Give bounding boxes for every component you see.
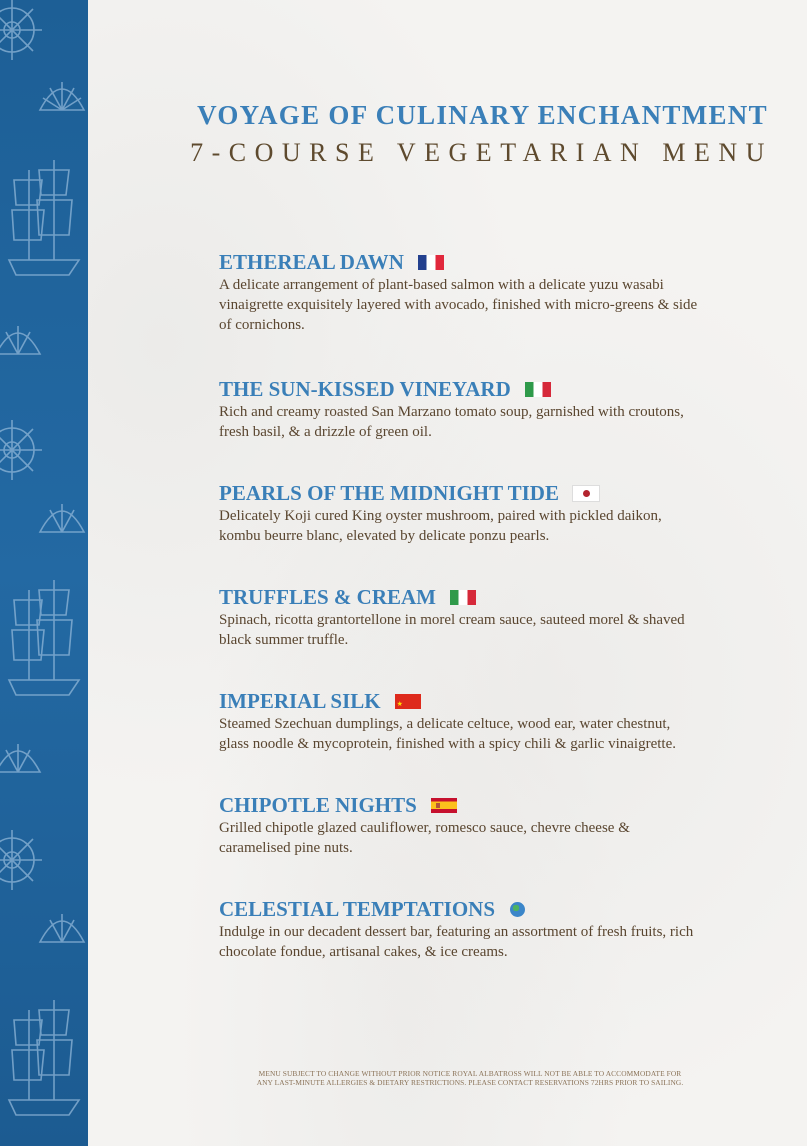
- course-item: [219, 897, 699, 962]
- globe-icon: [510, 902, 525, 917]
- ship-wheel-icon: [0, 0, 42, 60]
- course-item: [219, 793, 699, 858]
- japan-flag-icon: [572, 485, 600, 502]
- course-name: TRUFFLES & CREAM: [219, 585, 437, 609]
- sailing-ship-icon: [9, 160, 79, 275]
- course-list: [219, 250, 699, 962]
- seashell-icon: [40, 504, 84, 532]
- france-flag-icon: [418, 255, 444, 270]
- course-description: Spinach, ricotta grantortellone in morel cream sauce, sauteed morel & shaved black summer truffle.: [219, 612, 685, 648]
- disclaimer-line: MENU SUBJECT TO CHANGE WITHOUT PRIOR NOTICE ROYAL ALBATROSS WILL NOT BE ABLE TO ACCOMMODATE FOR: [258, 1069, 682, 1078]
- italy-flag-icon: [525, 382, 551, 397]
- ship-wheel-icon: [0, 420, 42, 480]
- italy-flag-icon: [450, 590, 476, 605]
- course-item: [219, 377, 699, 442]
- course-name: CELESTIAL TEMPTATIONS: [219, 897, 496, 921]
- sailing-ship-icon: [9, 1000, 79, 1115]
- sailing-ship-icon: [9, 580, 79, 695]
- course-item: [219, 689, 699, 754]
- seashell-icon: [0, 744, 40, 772]
- menu-subtitle: 7-COURSE VEGETARIAN MENU: [190, 138, 773, 167]
- course-name: THE SUN-KISSED VINEYARD: [219, 377, 511, 401]
- course-description: Delicately Koji cured King oyster mushroom, paired with pickled daikon, kombu beurre blanc, elevated by delicate ponzu pearls.: [219, 508, 662, 544]
- course-name: CHIPOTLE NIGHTS: [219, 793, 417, 817]
- menu-disclaimer: [200, 1069, 740, 1087]
- course-name: IMPERIAL SILK: [219, 689, 381, 713]
- course-description: Grilled chipotle glazed cauliflower, romesco sauce, chevre cheese & caramelised pine nuts.: [219, 820, 630, 856]
- course-item: [219, 250, 699, 335]
- course-description: A delicate arrangement of plant-based salmon with a delicate yuzu wasabi vinaigrette exquisitely layered with avocado, finished with micro-greens & side of cornichons.: [219, 277, 698, 333]
- seashell-icon: [40, 914, 84, 942]
- course-description: Indulge in our decadent dessert bar, featuring an assortment of fresh fruits, rich chocolate fondue, artisanal cakes, & ice creams.: [219, 924, 694, 960]
- course-item: [219, 585, 699, 650]
- nautical-pattern: [0, 0, 88, 1146]
- nautical-sidebar: [0, 0, 88, 1146]
- course-name: PEARLS OF THE MIDNIGHT TIDE: [219, 481, 559, 505]
- menu-title: VOYAGE OF CULINARY ENCHANTMENT: [197, 100, 768, 130]
- menu-header: [88, 100, 807, 168]
- course-name: ETHEREAL DAWN: [219, 250, 404, 274]
- course-item: [219, 481, 699, 546]
- seashell-icon: [0, 326, 40, 354]
- ship-wheel-icon: [0, 830, 42, 890]
- spain-flag-icon: [431, 798, 457, 813]
- course-description: Rich and creamy roasted San Marzano tomato soup, garnished with croutons, fresh basil, & a drizzle of green oil.: [219, 404, 684, 440]
- disclaimer-line: ANY LAST-MINUTE ALLERGIES & DIETARY RESTRICTIONS. PLEASE CONTACT RESERVATIONS 72HRS PRIOR TO SAILING.: [256, 1078, 684, 1087]
- china-flag-icon: [395, 694, 421, 709]
- seashell-icon: [40, 82, 84, 110]
- course-description: Steamed Szechuan dumplings, a delicate celtuce, wood ear, water chestnut, glass noodle & mycoprotein, finished with a spicy chili & garlic vinaigrette.: [219, 716, 676, 752]
